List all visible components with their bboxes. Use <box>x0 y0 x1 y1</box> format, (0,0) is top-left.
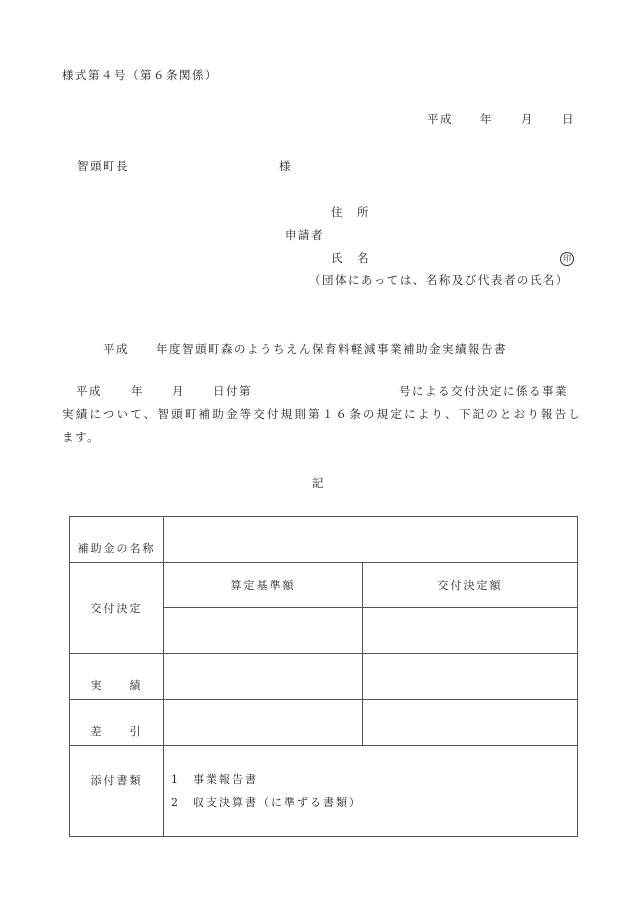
seal-mark <box>560 250 574 266</box>
applicant-name-label: 氏 名 <box>331 251 370 265</box>
decision-base-amount-field[interactable] <box>164 608 363 654</box>
body-day: 日付第 <box>213 384 252 398</box>
date-month-label: 月 <box>521 112 534 126</box>
subsidy-name-field[interactable] <box>164 517 578 563</box>
attachments-label: 添付書類 <box>70 746 164 837</box>
body-month: 月 <box>172 384 185 398</box>
body-year: 年 <box>131 384 144 398</box>
col-header-decision-amount: 交付決定額 <box>363 563 578 608</box>
date-era: 平成 <box>427 112 453 126</box>
difference-decision-amount-field[interactable] <box>363 700 578 746</box>
form-number: 様式第４号（第６条関係） <box>62 68 218 82</box>
attachments-list <box>164 746 578 837</box>
applicant-label: 申請者 <box>285 228 324 242</box>
actual-decision-amount-field[interactable] <box>363 654 578 700</box>
seal-icon: 印 <box>560 252 574 266</box>
actual-label: 実 績 <box>70 654 164 700</box>
applicant-note: （団体にあっては、名称及び代表者の氏名） <box>309 273 569 287</box>
col-header-base-amount: 算定基準額 <box>164 563 363 608</box>
actual-base-amount-field[interactable] <box>164 654 363 700</box>
attachment-item: 2 収支決算書（に準ずる書類） <box>171 796 362 809</box>
decision-amount-field[interactable] <box>363 608 578 654</box>
title-era: 平成 <box>103 342 129 356</box>
body-line3: ます。 <box>62 430 101 444</box>
date-day-label: 日 <box>562 112 575 126</box>
addressee-name: 智頭町長 <box>77 159 129 173</box>
addressee-honorific: 様 <box>279 159 292 173</box>
applicant-address-label: 住 所 <box>331 205 370 219</box>
body-line1-end: 号による交付決定に係る事業 <box>399 384 568 398</box>
ki-label: 記 <box>312 476 325 490</box>
decision-label: 交付決定 <box>70 563 164 654</box>
attachment-item: 1 事業報告書 <box>171 773 258 786</box>
date-year-label: 年 <box>480 112 493 126</box>
difference-base-amount-field[interactable] <box>164 700 363 746</box>
body-era: 平成 <box>76 384 102 398</box>
difference-label: 差 引 <box>70 700 164 746</box>
subsidy-name-label: 補助金の名称 <box>70 517 164 563</box>
report-table <box>69 516 578 837</box>
body-line2: 実績について、智頭町補助金等交付規則第１６条の規定により、下記のとおり報告し <box>62 407 583 421</box>
document-title: 年度智頭町森のようちえん保育料軽減事業補助金実績報告書 <box>156 342 507 356</box>
